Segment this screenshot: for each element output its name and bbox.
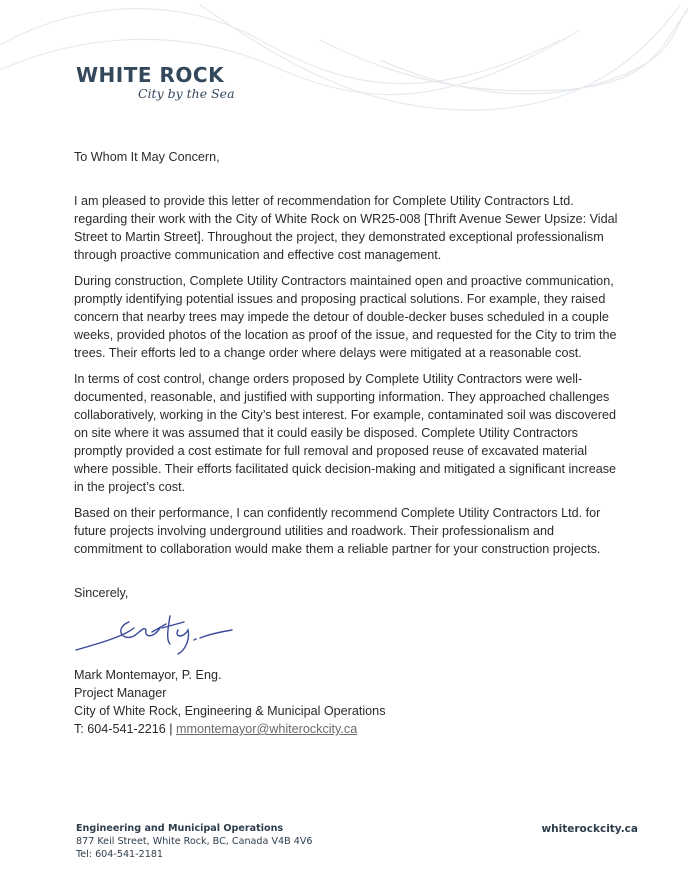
salutation: To Whom It May Concern,: [74, 150, 220, 164]
letter-body: [74, 148, 622, 738]
footer-website-link[interactable]: whiterockcity.ca: [541, 823, 638, 835]
paragraph-communication: During construction, Complete Utility Contractors maintained open and proactive communication, promptly identifying potential issues and proposing practical solutions. For example, they raised concern that nearby trees may impede the detour of double-decker buses scheduled in a couple weeks, provided photos of the location as proof of the issue, and requested for the City to trim the trees. Their efforts led to a change order where delays were mitigated at a reasonable cost.: [74, 274, 617, 360]
footer-address-block: [76, 822, 313, 861]
paragraph-recommendation: Based on their performance, I can confidently recommend Complete Utility Contractors Ltd. for future projects involving underground utilities and roadwork. Their professionalism and commitment to collaboration would make them a reliable partner for your construction projects.: [74, 506, 601, 556]
footer-address: 877 Keil Street, White Rock, BC, Canada V4B 4V6: [76, 836, 313, 847]
white-rock-logo: [76, 64, 235, 101]
signer-organization: City of White Rock, Engineering & Municipal Operations: [74, 704, 386, 718]
closing: Sincerely,: [74, 586, 129, 600]
handwritten-signature: [74, 608, 274, 658]
signer-title: Project Manager: [74, 686, 167, 700]
wave-line: [380, 10, 688, 94]
signer-email-link[interactable]: mmontemayor@whiterockcity.ca: [176, 722, 358, 736]
footer-tel: Tel: 604-541-2181: [76, 849, 164, 860]
signer-phone: T: 604-541-2216 |: [74, 722, 176, 736]
signer-name: Mark Montemayor, P. Eng.: [74, 668, 222, 682]
logo-tagline: City by the Sea: [138, 86, 235, 101]
paragraph-intro: I am pleased to provide this letter of recommendation for Complete Utility Contractors Ltd. regarding their work with the City of White Rock on WR25-008 [Thrift Avenue Sewer Upsize: Vidal Street to Martin Street]. Throughout the project, they demonstrated exceptional professionalism through proactive communication and effective cost management.: [74, 194, 618, 262]
footer-department: Engineering and Municipal Operations: [76, 823, 284, 834]
signer-contact: [74, 720, 622, 738]
signature-block: [74, 666, 622, 738]
wave-line: [200, 5, 680, 110]
logo-wordmark: WHITE ROCK: [76, 63, 225, 87]
paragraph-cost-control: In terms of cost control, change orders proposed by Complete Utility Contractors were well-documented, reasonable, and justified with supporting information. They approached challenges collaboratively, working in the City’s best interest. For example, contaminated soil was discovered on site where it was assumed that it could easily be disposed. Complete Utility Contractors promptly provided a cost estimate for full removal and proposed reuse of excavated material where possible. Their efforts facilitated quick decision-making and mitigated a significant increase in the project’s cost.: [74, 372, 617, 494]
wave-line: [320, 5, 688, 91]
